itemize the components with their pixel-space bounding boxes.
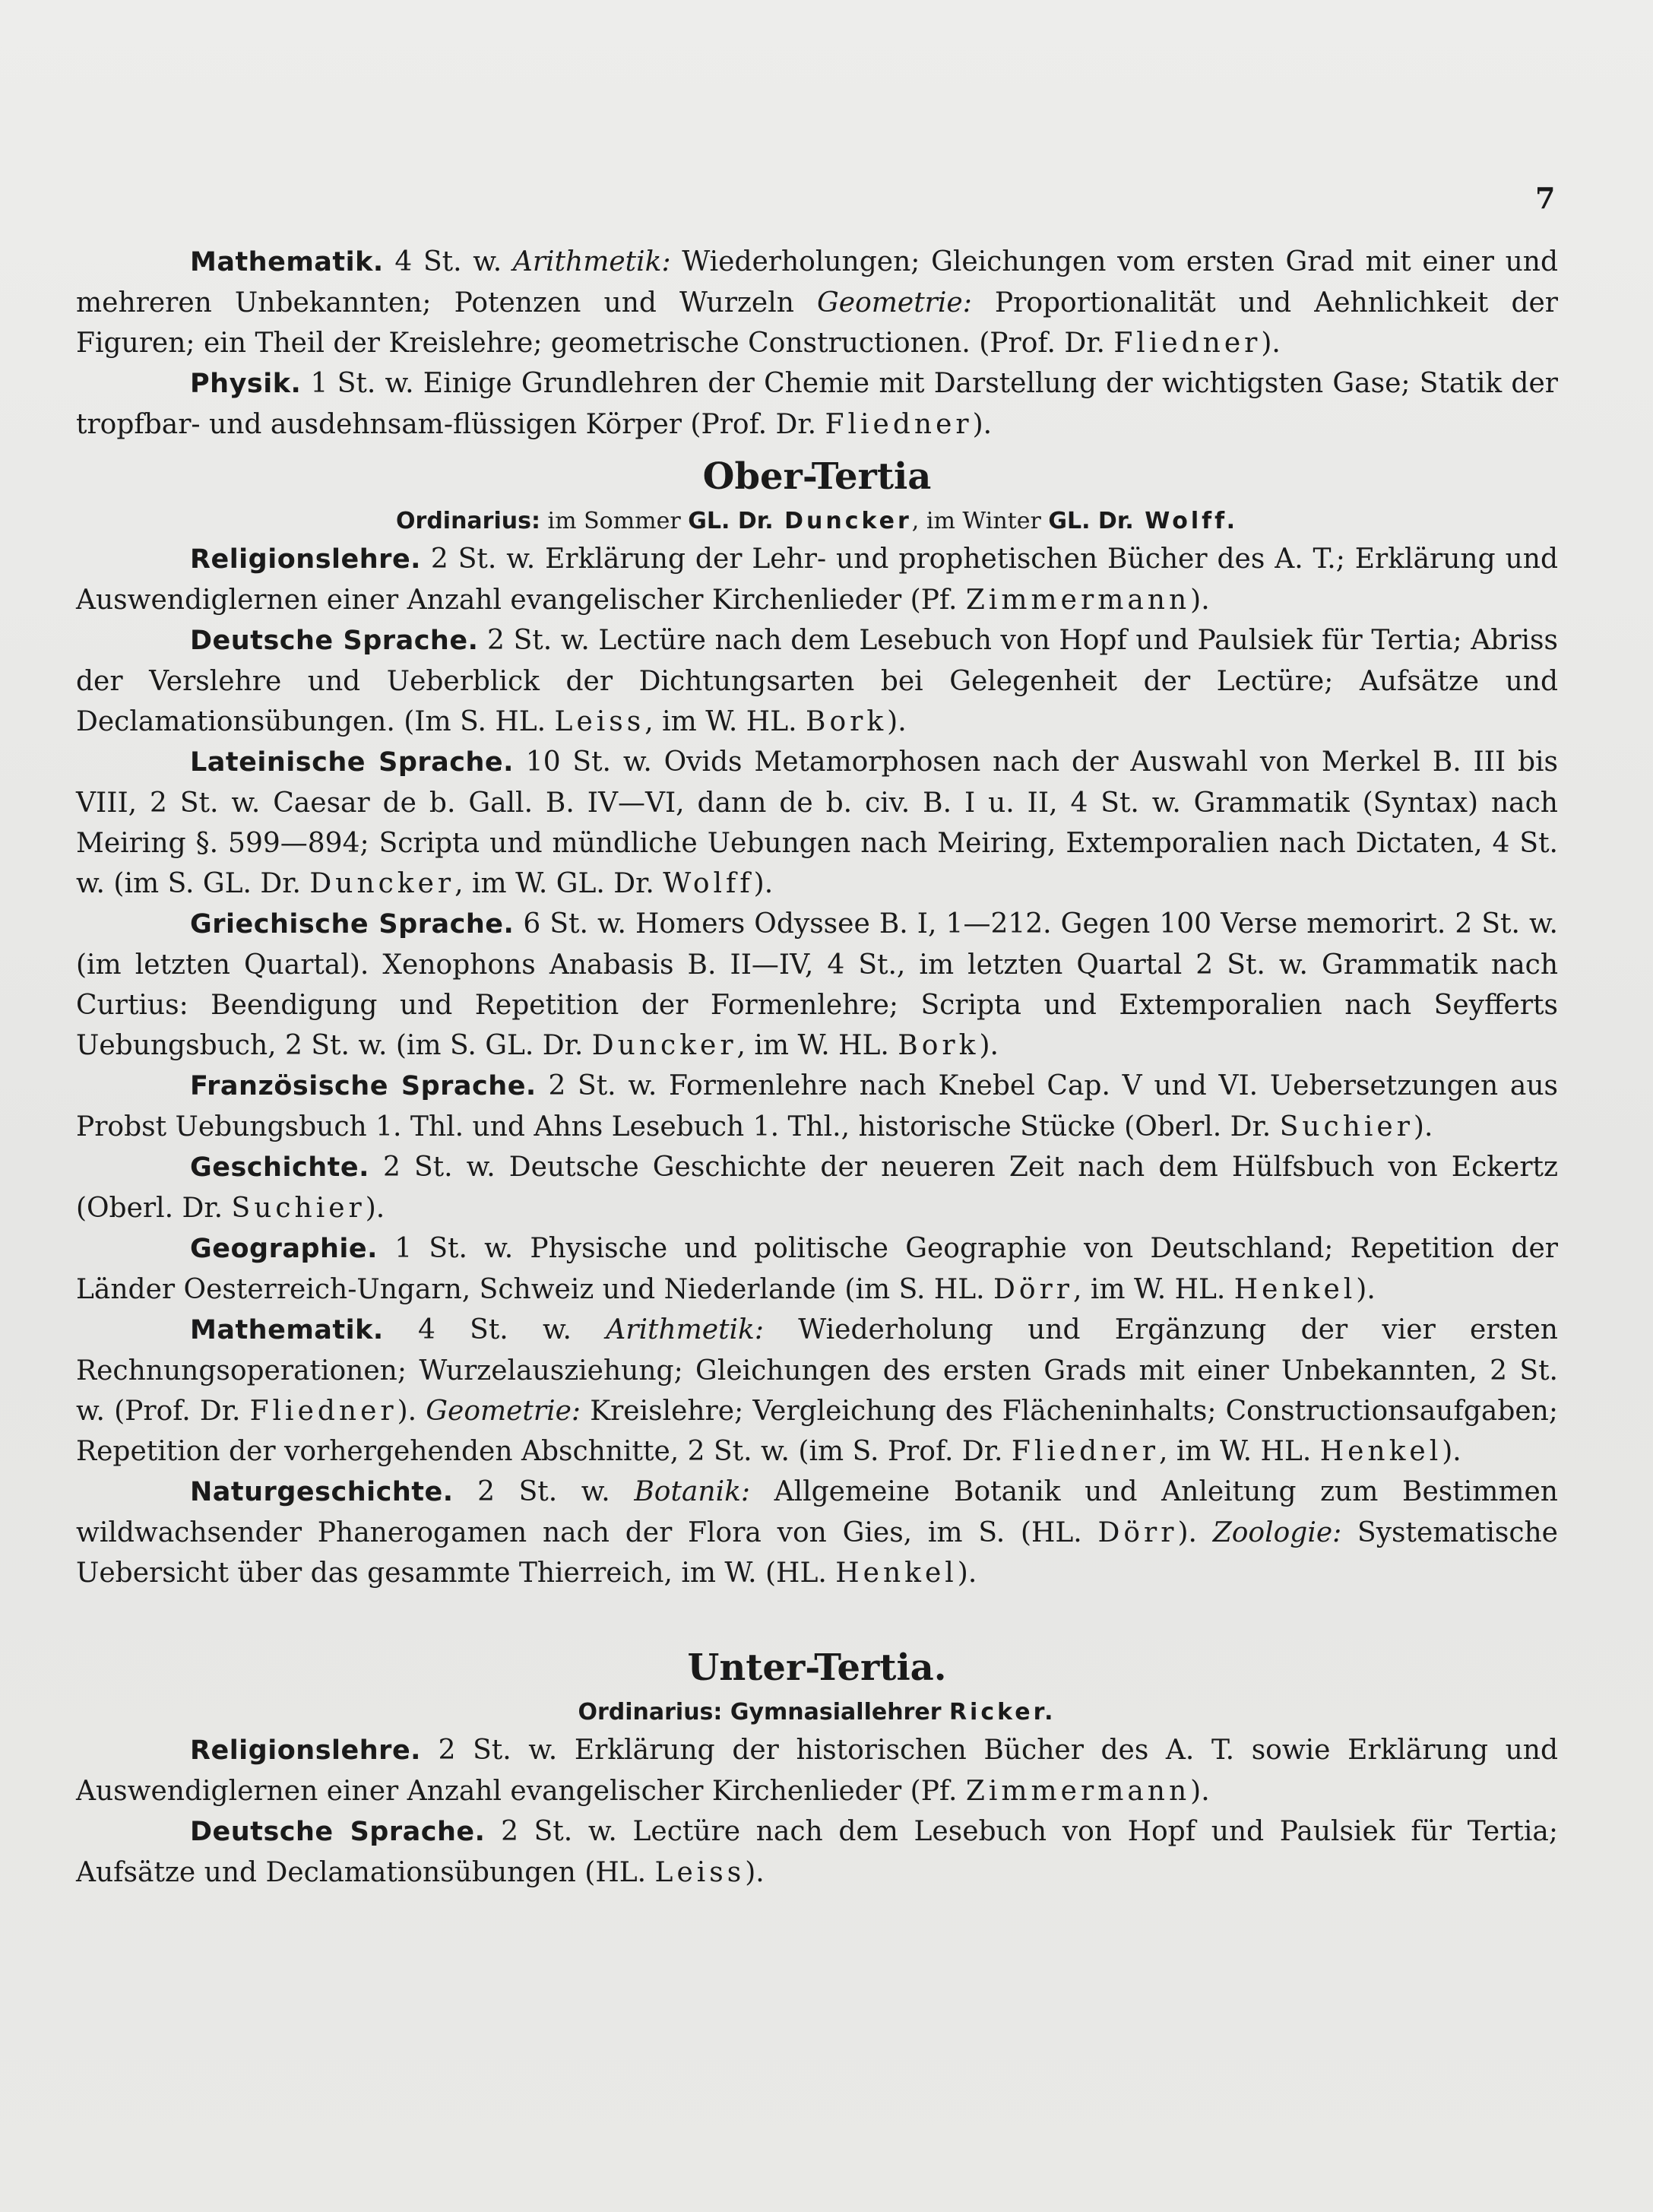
- teacher-name: Leiss: [654, 1857, 746, 1888]
- text: , im W. GL. Dr.: [454, 868, 663, 899]
- teacher-name: Henkel: [835, 1558, 958, 1589]
- teacher-name: Ricker.: [948, 1699, 1056, 1726]
- text: 1 St. w. Einige Grundlehren der Chemie mit Darstellung der wichtigsten Gase; Statik der tropfbar- und ausdehnsam-flüssigen Körper (Prof. Dr.: [76, 368, 1558, 440]
- text: ).: [972, 409, 993, 440]
- teacher-name: Suchier: [1279, 1111, 1414, 1142]
- subject-label: Griechische Sprache.: [190, 909, 515, 940]
- paragraph-mathematik-oiii: [76, 1310, 1558, 1472]
- teacher-name: Fliedner: [1113, 328, 1262, 359]
- text: ).: [753, 868, 774, 899]
- text: ).: [957, 1558, 977, 1589]
- page-number: 7: [1535, 181, 1556, 215]
- subject-label: Mathematik.: [190, 1315, 384, 1345]
- text: , im Winter: [911, 508, 1049, 534]
- text: Allgemeine Botanik und Anleitung zum Bestimmen wildwachsender Phanerogamen nach der Flora von Gies, im S. (HL.: [76, 1476, 1558, 1548]
- teacher-name: Leiss: [554, 706, 645, 737]
- ordinarius-line: [76, 504, 1558, 539]
- paragraph-deutsche-sprache: [76, 620, 1558, 742]
- text: ).: [1190, 585, 1210, 616]
- paragraph-geographie: [76, 1228, 1558, 1310]
- topic-label: Botanik:: [634, 1476, 751, 1507]
- text: ).: [1356, 1274, 1376, 1305]
- text: im Sommer: [540, 508, 689, 534]
- text: Proportionalität und Aehnlichkeit der Figuren; ein Theil der Kreislehre; geometrische Constructionen. (Prof. Dr.: [76, 287, 1559, 359]
- teacher-name: Dörr: [993, 1274, 1073, 1305]
- text: , im W. HL.: [736, 1030, 898, 1061]
- topic-label: Geometrie:: [426, 1396, 581, 1427]
- teacher-name: Duncker: [773, 508, 912, 534]
- teacher-name: Zimmermann: [965, 585, 1191, 616]
- text: , im W. HL.: [1073, 1274, 1234, 1305]
- section-spacer: [76, 1593, 1558, 1636]
- teacher-name: Zimmermann: [965, 1776, 1191, 1807]
- text: 2 St. w. Erklärung der historischen Bücher des A. T. sowie Erklärung und Auswendiglernen einer Anzahl evangelischer Kirchenlieder (Pf.: [76, 1735, 1558, 1807]
- subject-label: Deutsche Sprache.: [190, 626, 479, 656]
- text: 2 St. w. Lectüre nach dem Lesebuch von Hopf und Paulsiek für Tertia; Abriss der Verslehre und Ueberblick der Dichtungsarten bei Gelegenheit der Lectüre; Aufsätze und Declamationsübungen. (Im S. HL.: [76, 625, 1558, 737]
- ordinarius-label: Ordinarius:: [396, 508, 540, 534]
- teacher-name: Henkel: [1233, 1274, 1357, 1305]
- text: Systematische Uebersicht über das gesammte Thierreich, im W. (HL.: [76, 1517, 1558, 1589]
- topic-label: Zoologie:: [1212, 1517, 1342, 1548]
- paragraph-deutsche-sprache-uiii: [76, 1811, 1558, 1893]
- teacher-name: Dörr: [1097, 1517, 1178, 1548]
- teacher-name: Bork: [898, 1030, 980, 1061]
- paragraph-religionslehre: [76, 539, 1558, 620]
- subject-label: Lateinische Sprache.: [190, 747, 514, 778]
- teacher-name: Suchier: [231, 1193, 366, 1224]
- paragraph-geschichte: [76, 1147, 1558, 1228]
- text: ).: [1413, 1111, 1433, 1142]
- teacher-name: Fliedner: [1011, 1436, 1159, 1467]
- text: 6 St. w. Homers Odyssee B. I, 1—212. Gegen 100 Verse memorirt. 2 St. w. (im letzten Quartal). Xenophons Anabasis B. II—IV, 4 St., im letzten Quartal 2 St. w. Grammatik nach Curtius: Beendigung und Repetition der Formenlehre; Scripta und Extemporalien nach Seyfferts Uebungsbuch, 2 St. w. (im S. GL. Dr.: [76, 908, 1558, 1061]
- ordinarius-label: Ordinarius:: [578, 1699, 723, 1726]
- text: 1 St. w. Physische und politische Geographie von Deutschland; Repetition der Länder Oesterreich-Ungarn, Schweiz und Niederlande (im S. HL.: [76, 1233, 1558, 1305]
- paragraph-griechische-sprache: [76, 904, 1558, 1066]
- subject-label: Religionslehre.: [190, 544, 421, 575]
- text: ).: [1190, 1776, 1210, 1807]
- text: Wiederholungen; Gleichungen vom ersten Grad mit einer und mehreren Unbekannten; Potenzen und Wurzeln: [76, 246, 1558, 318]
- subject-label: Religionslehre.: [190, 1735, 421, 1766]
- paragraph-physik: [76, 363, 1558, 445]
- teacher-name: Fliedner: [825, 409, 973, 440]
- subject-label: Geschichte.: [190, 1152, 369, 1183]
- text: Wiederholung und Ergänzung der vier ersten Rechnungsoperationen; Wurzelausziehung; Gleichungen des ersten Grads mit einer Unbekannten, 2 St. w. (Prof. Dr.: [76, 1314, 1558, 1427]
- teacher-name: Henkel: [1319, 1436, 1442, 1467]
- text: 2 St. w.: [453, 1476, 635, 1507]
- text: 2 St. w. Lectüre nach dem Lesebuch von Hopf und Paulsiek für Tertia; Aufsätze und Declamationsübungen (HL.: [76, 1816, 1559, 1888]
- text: ).: [745, 1857, 765, 1888]
- subject-label: Mathematik.: [190, 247, 384, 277]
- section-heading-ober-tertia: Ober-Tertia: [702, 455, 932, 498]
- page-body: [76, 242, 1558, 1893]
- text: ).: [1442, 1436, 1461, 1467]
- subject-label: Deutsche Sprache.: [190, 1817, 486, 1847]
- subject-label: Naturgeschichte.: [190, 1477, 454, 1507]
- teacher-name: Duncker: [591, 1030, 737, 1061]
- teacher-name: Duncker: [309, 868, 455, 899]
- text: Kreislehre; Vergleichung des Flächeninhalts; Constructionsaufgaben; Repetition der vorhergehenden Abschnitte, 2 St. w. (im S. Prof. Dr.: [76, 1396, 1558, 1467]
- text: 10 St. w. Ovids Metamorphosen nach der Auswahl von Merkel B. III bis VIII, 2 St. w. Caesar de b. Gall. B. IV—VI, dann de b. civ. B. I u. II, 4 St. w. Grammatik (Syntax) nach Meiring §. 599—894; Scripta und mündliche Uebungen nach Meiring, Extemporalien nach Dictaten, 4 St. w. (im S. GL. Dr.: [76, 746, 1558, 899]
- text: 2 St. w. Deutsche Geschichte der neueren Zeit nach dem Hülfsbuch von Eckertz (Oberl. Dr.: [76, 1152, 1558, 1224]
- paragraph-religionslehre-uiii: [76, 1730, 1558, 1811]
- text: , im W. HL.: [644, 706, 806, 737]
- subject-label: Geographie.: [190, 1234, 378, 1264]
- text: ).: [397, 1396, 426, 1427]
- title-abbrev: GL. Dr.: [1048, 508, 1134, 534]
- text: 4 St. w.: [383, 1314, 606, 1345]
- teacher-name: Wolff.: [1133, 508, 1238, 534]
- paragraph-mathematik-ii: [76, 242, 1558, 363]
- subject-label: Physik.: [190, 369, 302, 399]
- text: ).: [1261, 328, 1281, 359]
- teacher-name: Bork: [806, 706, 888, 737]
- text: ).: [979, 1030, 999, 1061]
- topic-label: Geometrie:: [817, 287, 972, 318]
- text: , im W. HL.: [1158, 1436, 1320, 1467]
- paragraph-lateinische-sprache: [76, 742, 1558, 904]
- text: ).: [887, 706, 907, 737]
- text: ).: [1177, 1517, 1213, 1548]
- text: 4 St. w.: [383, 246, 513, 277]
- text: 2 St. w. Erklärung der Lehr- und prophetischen Bücher des A. T.; Erklärung und Auswendiglernen einer Anzahl evangelischer Kirchenlieder (Pf.: [76, 543, 1558, 616]
- ordinarius-line: [76, 1695, 1558, 1730]
- text: ).: [365, 1193, 385, 1224]
- text: 2 St. w. Formenlehre nach Knebel Cap. V und VI. Uebersetzungen aus Probst Uebungsbuch 1. Thl. und Ahns Lesebuch 1. Thl., historische Stücke (Oberl. Dr.: [76, 1070, 1558, 1142]
- paragraph-franzoesische-sprache: [76, 1066, 1558, 1147]
- teacher-name: Wolff: [663, 868, 754, 899]
- section-heading-unter-tertia: Unter-Tertia.: [687, 1646, 947, 1689]
- teacher-name: Fliedner: [249, 1396, 397, 1427]
- paragraph-naturgeschichte: [76, 1472, 1558, 1593]
- text: Gymnasiallehrer: [722, 1699, 949, 1726]
- title-abbrev: GL. Dr.: [688, 508, 774, 534]
- topic-label: Arithmetik:: [512, 246, 671, 277]
- topic-label: Arithmetik:: [606, 1314, 765, 1345]
- subject-label: Französische Sprache.: [190, 1071, 537, 1101]
